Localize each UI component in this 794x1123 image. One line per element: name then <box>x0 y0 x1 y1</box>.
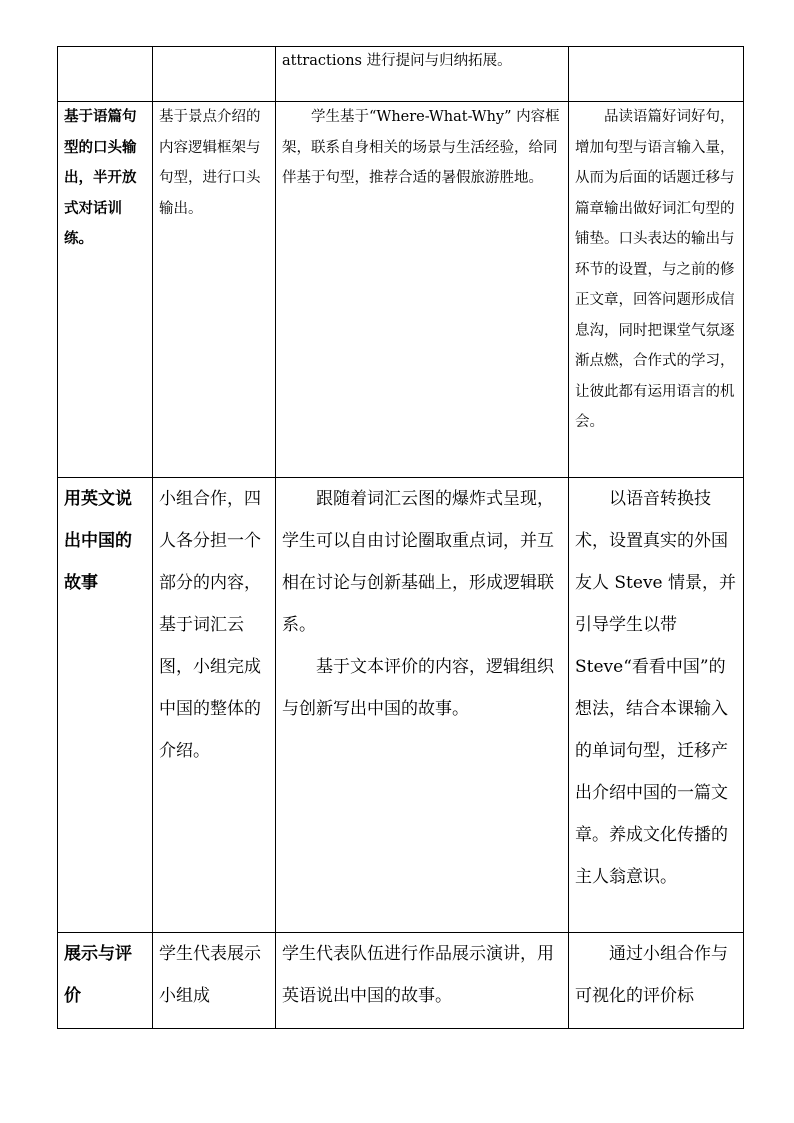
student-activity-cell: 基于景点介绍的内容逻辑框架与句型，进行口头输出。 <box>153 102 276 478</box>
activity-detail-cell: attractions 进行提问与归纳拓展。 <box>276 47 569 102</box>
table-row <box>58 47 744 102</box>
design-intent-cell: 品读语篇好词好句，增加句型与语言输入量，从而为后面的话题迁移与篇章输出做好词汇句型的铺垫。口头表达的输出与环节的设置，与之前的修正文章，回答问题形成信息沟，同时把课堂气氛逐渐点燃，合作式的学习，让彼此都有运用语言的机会。 <box>569 102 744 478</box>
table-row <box>58 478 744 933</box>
design-intent-cell <box>569 47 744 102</box>
activity-detail-cell: 学生代表队伍进行作品展示演讲，用英语说出中国的故事。 <box>276 933 569 1029</box>
stage-cell: 用英文说出中国的故事 <box>58 478 153 933</box>
paragraph: 基于文本评价的内容，逻辑组织与创新写出中国的故事。 <box>282 657 554 719</box>
student-activity-cell <box>153 47 276 102</box>
table-row <box>58 933 744 1029</box>
stage-cell: 基于语篇句型的口头输出，半开放式对话训练。 <box>58 102 153 478</box>
stage-cell: 展示与评价 <box>58 933 153 1029</box>
table-row <box>58 102 744 478</box>
lesson-plan-table <box>57 46 744 1029</box>
student-activity-cell: 学生代表展示小组成 <box>153 933 276 1029</box>
activity-detail-cell: 学生基于“Where-What-Why” 内容框架，联系自身相关的场景与生活经验，给同伴基于句型，推荐合适的暑假旅游胜地。 <box>276 102 569 478</box>
design-intent-cell: 以语音转换技术，设置真实的外国友人 Steve 情景，并引导学生以带 Steve“看看中国”的想法，结合本课输入的单词句型，迁移产出介绍中国的一篇文章。养成文化传播的主人翁意识。 <box>569 478 744 933</box>
stage-cell <box>58 47 153 102</box>
paragraph: 跟随着词汇云图的爆炸式呈现，学生可以自由讨论圈取重点词，并互相在讨论与创新基础上，形成逻辑联系。 <box>282 489 554 635</box>
activity-detail-cell <box>276 478 569 933</box>
student-activity-cell: 小组合作，四人各分担一个部分的内容，基于词汇云图，小组完成中国的整体的介绍。 <box>153 478 276 933</box>
design-intent-cell: 通过小组合作与可视化的评价标 <box>569 933 744 1029</box>
